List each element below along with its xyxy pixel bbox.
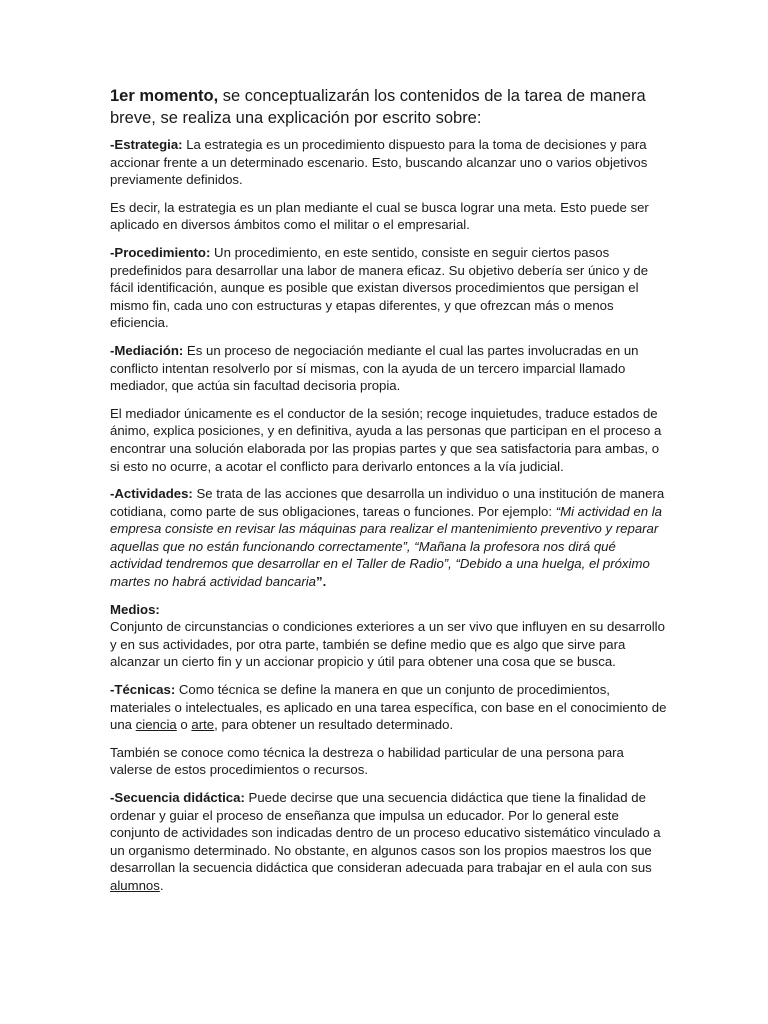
link-arte[interactable]: arte xyxy=(191,717,215,733)
examples-closing: ”. xyxy=(316,574,327,590)
paragraph-procedimiento xyxy=(110,244,668,332)
examples-actividades: “Mi actividad en la empresa consiste en revisar las máquinas para realizar el mantenimiento preventivo y reparar aquellas que no están funcionando correctamente”, “Mañana la profesora nos dirá qué actividad tendremos que desarrollar en el Taller de Radio”, “Debido a una huelga, el próximo martes no habrá actividad bancaria xyxy=(110,503,662,590)
paragraph-estrategia-2: Es decir, la estrategia es un plan mediante el cual se busca lograr una meta. Esto puede ser aplicado en diversos ámbitos como el militar o el empresarial. xyxy=(110,199,649,233)
term-mediacion: -Mediación: xyxy=(110,342,184,358)
paragraph-mediacion xyxy=(110,342,668,395)
definition-secuencia: Puede decirse que una secuencia didáctica que tiene la finalidad de ordenar y guiar el proceso de enseñanza que impulsa un educador. Por lo general este conjunto de actividades son indicadas dentro de un proceso educativo sistemático vinculado a un organismo determinado. No obstante, en algunos casos son los propios maestros los que desarrollan la secuencia didáctica que consideran adecuada para trabajar en el aula con sus xyxy=(110,790,661,876)
paragraph-tecnicas-2: También se conoce como técnica la destreza o habilidad particular de una persona para valerse de estos procedimientos o recursos. xyxy=(110,744,624,778)
definition-tecnicas-a: Como técnica se define la manera en que un conjunto de procedimientos, materiales o intelectuales, es aplicado en una tarea específica, con base en el conocimiento de una xyxy=(110,682,667,733)
term-estrategia: -Estrategia: xyxy=(110,137,183,152)
definition-mediacion: Es un proceso de negociación mediante el cual las partes involucradas en un conflicto intentan resolverlo por sí mismas, con la ayuda de un tercero imparcial llamado mediador, que actúa sin facultad decisoria propia. xyxy=(110,342,639,394)
paragraph-tecnicas xyxy=(110,681,668,734)
paragraph-estrategia xyxy=(110,136,668,189)
link-ciencia[interactable]: ciencia xyxy=(135,717,177,733)
intro-heading xyxy=(110,85,668,129)
term-tecnicas: -Técnicas: xyxy=(110,682,176,698)
term-procedimiento: -Procedimiento: xyxy=(110,244,211,260)
paragraph-medios xyxy=(110,601,668,671)
term-actividades: -Actividades: xyxy=(110,486,193,502)
term-medios: Medios: xyxy=(110,601,160,617)
link-alumnos[interactable]: alumnos xyxy=(110,877,160,893)
intro-bold: 1er momento, xyxy=(110,87,219,105)
definition-tecnicas-b: o xyxy=(176,717,192,733)
definition-procedimiento: Un procedimiento, en este sentido, consiste en seguir ciertos pasos predefinidos para desarrollar una labor de manera eficaz. Su objetivo debería ser único y de fácil identificación, aunque es posible que existan diversos procedimientos que persigan el mismo fin, cada uno con estructuras y etapas diferentes, y que ofrezcan más o menos eficiencia. xyxy=(110,244,649,331)
paragraph-actividades xyxy=(110,485,668,591)
secuencia-end: . xyxy=(159,877,164,893)
definition-tecnicas-c: , para obtener un resultado determinado. xyxy=(214,717,454,733)
definition-actividades: Se trata de las acciones que desarrolla un individuo o una institución de manera cotidiana, como parte de sus obligaciones, tareas o funciones. Por ejemplo: xyxy=(110,486,665,519)
definition-medios: Conjunto de circunstancias o condiciones exteriores a un ser vivo que influyen en su desarrollo y en sus actividades, por otra parte, también se define medio que es algo que sirve para alcanzar un cierto fin y un accionar propicio y útil para obtener una cosa que se busca. xyxy=(110,619,665,670)
paragraph-secuencia xyxy=(110,789,668,895)
term-secuencia: -Secuencia didáctica: xyxy=(110,790,245,805)
paragraph-mediacion-2: El mediador únicamente es el conductor de la sesión; recoge inquietudes, traduce estados de ánimo, explica posiciones, y en definitiva, ayuda a las personas que participan en el proceso a encontrar una solución elaborada por las propias partes y que sea satisfactoria para ambas, o si esto no ocurre, a acotar el conflicto para derivarlo entonces a la vía judicial. xyxy=(110,405,662,474)
definition-estrategia: La estrategia es un procedimiento dispuesto para la toma de decisiones y para accionar frente a un determinado escenario. Esto, buscando alcanzar uno o varios objetivos previamente definidos. xyxy=(110,137,648,188)
intro-text: se conceptualizarán los contenidos de la tarea de manera breve, se realiza una explicación por escrito sobre: xyxy=(110,87,646,127)
